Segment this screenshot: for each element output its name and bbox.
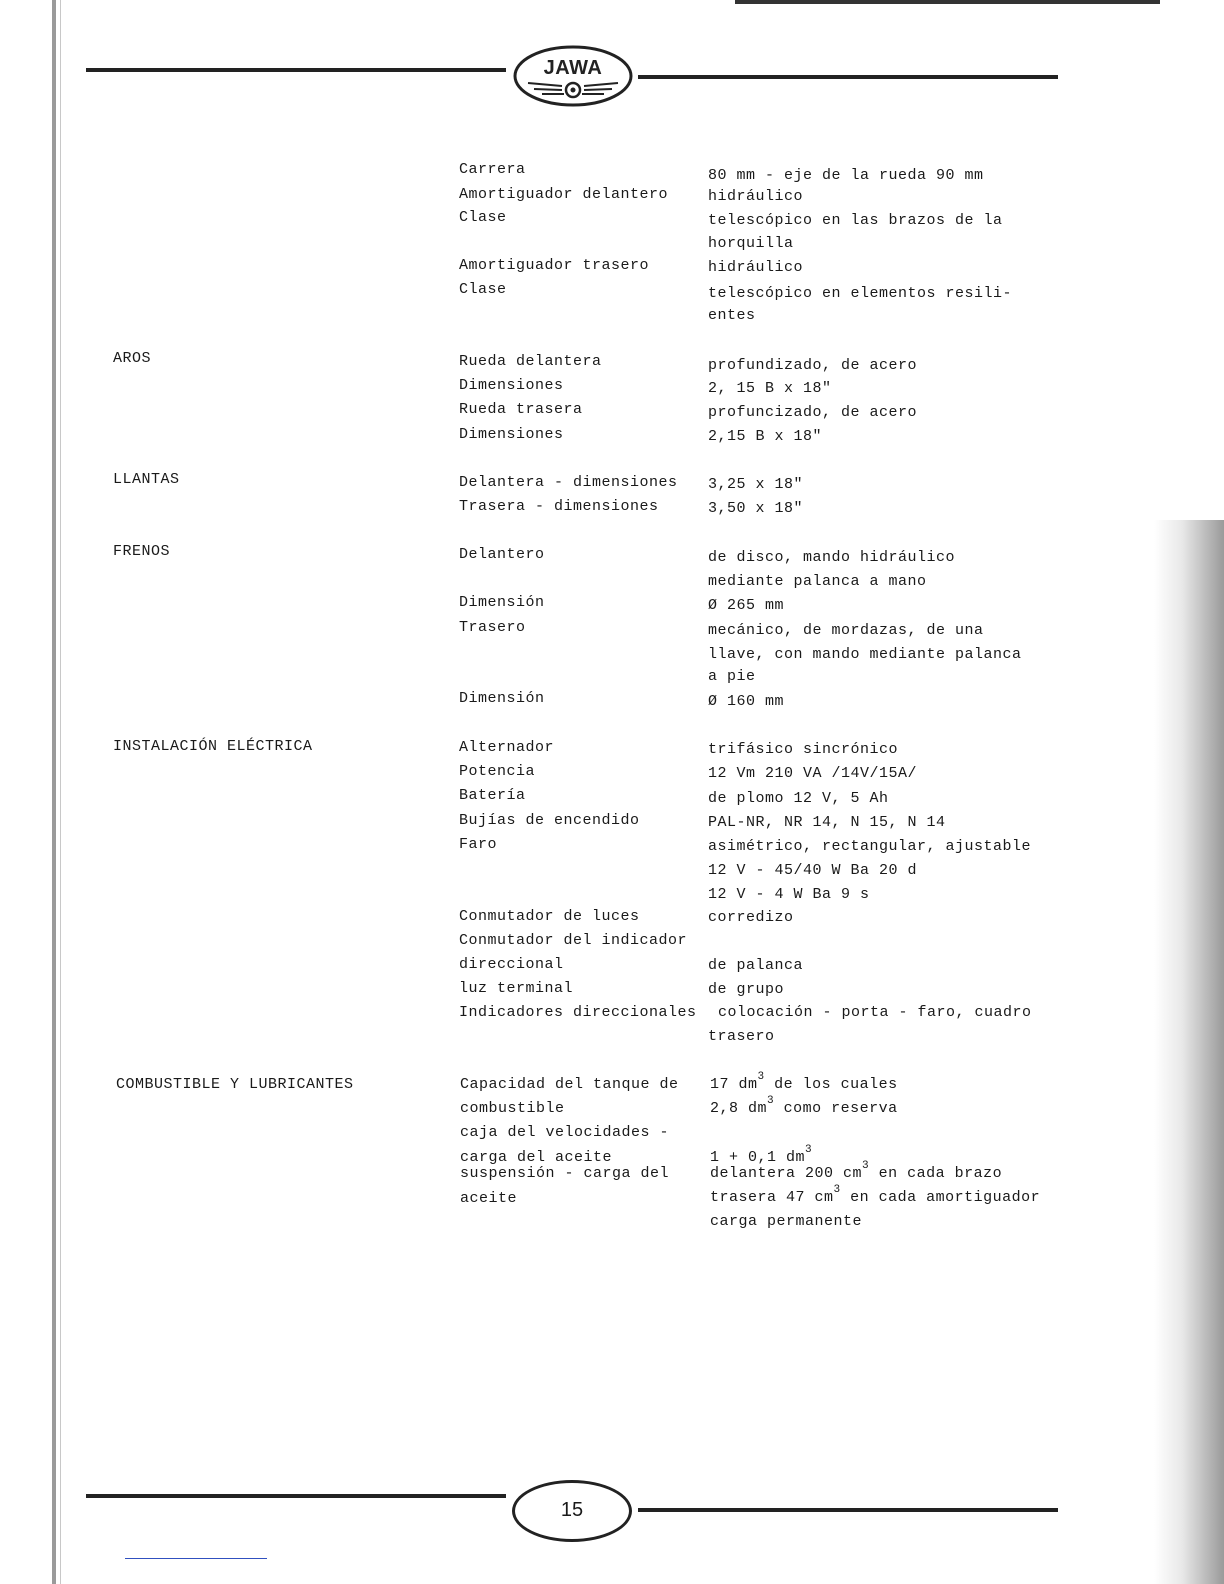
spec-label: caja del velocidades -: [460, 1124, 670, 1141]
spec-value: asimétrico, rectangular, ajustable: [708, 838, 1032, 855]
spec-label: Trasero: [459, 619, 526, 636]
spec-label: Dimensiones: [459, 377, 564, 394]
spec-label: Trasera - dimensiones: [459, 498, 659, 515]
footer-rule-right: [638, 1508, 1058, 1512]
spec-value: [710, 1184, 1041, 1208]
footer-underline: [125, 1558, 267, 1559]
spec-value: de palanca: [708, 957, 804, 974]
spec-label: luz terminal: [459, 980, 574, 997]
spec-label-cont: direccional: [459, 956, 564, 973]
spec-value: hidráulico: [708, 188, 804, 205]
spec-value: [710, 1071, 898, 1095]
spec-value-cont: trasero: [708, 1028, 775, 1045]
spec-label: Rueda delantera: [459, 353, 602, 370]
spec-value: colocación - porta - faro, cuadro: [718, 1004, 1032, 1021]
spec-label: Amortiguador delantero: [459, 186, 669, 203]
spec-value-cont: entes: [708, 307, 756, 324]
spec-label: Clase: [459, 209, 507, 226]
spec-label: combustible: [460, 1100, 565, 1117]
section-heading: AROS: [113, 350, 152, 367]
header-rule-right: [638, 75, 1058, 79]
spec-value: Ø 265 mm: [708, 597, 785, 614]
spec-value: PAL-NR, NR 14, N 15, N 14: [708, 814, 946, 831]
value-text: en cada brazo: [869, 1165, 1003, 1182]
superscript: 3: [833, 1184, 841, 1196]
superscript: 3: [862, 1160, 870, 1172]
spec-label: Carrera: [459, 161, 526, 178]
header-rule-left: [86, 68, 506, 72]
section-heading: COMBUSTIBLE Y LUBRICANTES: [116, 1076, 354, 1093]
scan-edge-left: [52, 0, 56, 1584]
spec-label: Conmutador del indicador: [459, 932, 688, 949]
value-text: en cada amortiguador: [840, 1189, 1041, 1206]
spec-label: Bujías de encendido: [459, 812, 640, 829]
spec-value: [710, 1160, 1003, 1184]
spec-value: 2, 15 B x 18": [708, 380, 832, 397]
spec-label: Conmutador de luces: [459, 908, 640, 925]
spec-label: Indicadores direccionales: [459, 1004, 697, 1021]
spec-value: hidráulico: [708, 259, 804, 276]
spec-label: Potencia: [459, 763, 536, 780]
spec-label: aceite: [460, 1190, 518, 1207]
spec-value: 2,15 B x 18": [708, 428, 823, 445]
spec-label: Delantera - dimensiones: [459, 474, 678, 491]
section-heading: FRENOS: [113, 543, 171, 560]
section-heading: INSTALACIÓN ELÉCTRICA: [113, 738, 313, 755]
spec-label: Rueda trasera: [459, 401, 583, 418]
spec-value: Ø 160 mm: [708, 693, 785, 710]
spec-value-cont: horquilla: [708, 235, 794, 252]
scan-top-mark: [735, 0, 1160, 4]
value-text: 1 + 0,1 dm: [710, 1149, 806, 1166]
superscript: 3: [757, 1071, 765, 1083]
spec-value: carga permanente: [710, 1213, 863, 1230]
spec-value: 12 Vm 210 VA /14V/15A/: [708, 765, 918, 782]
section-heading: LLANTAS: [113, 471, 180, 488]
value-text: delantera 200 cm: [710, 1165, 863, 1182]
spec-value-cont: 12 V - 4 W Ba 9 s: [708, 886, 870, 903]
spec-label: Dimensiones: [459, 426, 564, 443]
value-text: 17 dm: [710, 1076, 758, 1093]
spec-value-cont: llave, con mando mediante palanca: [708, 646, 1022, 663]
spec-value: telescópico en las brazos de la: [708, 212, 1003, 229]
spec-value: 80 mm - eje de la rueda 90 mm: [708, 167, 984, 184]
spec-value: de grupo: [708, 981, 785, 998]
spec-value-cont: 12 V - 45/40 W Ba 20 d: [708, 862, 918, 879]
value-text: trasera 47 cm: [710, 1189, 834, 1206]
spec-value-cont: mediante palanca a mano: [708, 573, 927, 590]
value-text: como reserva: [774, 1100, 898, 1117]
spec-value: 3,50 x 18": [708, 500, 804, 517]
spec-label: carga del aceite: [460, 1149, 613, 1166]
page-number: 15: [560, 1499, 584, 1521]
spec-value-cont: a pie: [708, 668, 756, 685]
jawa-logo: [512, 44, 634, 108]
spec-label: Dimensión: [459, 690, 545, 707]
spec-value: corredizo: [708, 909, 794, 926]
value-text: 2,8 dm: [710, 1100, 768, 1117]
brand-text: JAWA: [543, 57, 603, 79]
spec-value: profuncizado, de acero: [708, 404, 918, 421]
spec-value: mecánico, de mordazas, de una: [708, 622, 984, 639]
spec-label: Batería: [459, 787, 526, 804]
scan-edge-right: [1154, 520, 1224, 1584]
superscript: 3: [805, 1144, 813, 1156]
spec-label: Clase: [459, 281, 507, 298]
spec-value: [710, 1095, 898, 1119]
spec-value: de disco, mando hidráulico: [708, 549, 956, 566]
spec-label: Amortiguador trasero: [459, 257, 650, 274]
spec-label: Capacidad del tanque de: [460, 1076, 679, 1093]
superscript: 3: [767, 1095, 775, 1107]
spec-label: suspensión - carga del: [460, 1165, 670, 1182]
spec-value: profundizado, de acero: [708, 357, 918, 374]
spec-label: Alternador: [459, 739, 555, 756]
value-text: de los cuales: [764, 1076, 898, 1093]
spec-value: trifásico sincrónico: [708, 741, 899, 758]
scan-edge-left-inner: [60, 0, 61, 1584]
spec-label: Delantero: [459, 546, 545, 563]
spec-label: Faro: [459, 836, 498, 853]
spec-value: telescópico en elementos resili-: [708, 285, 1013, 302]
spec-label: Dimensión: [459, 594, 545, 611]
footer-rule-left: [86, 1494, 506, 1498]
spec-value: 3,25 x 18": [708, 476, 804, 493]
spec-value: de plomo 12 V, 5 Ah: [708, 790, 889, 807]
